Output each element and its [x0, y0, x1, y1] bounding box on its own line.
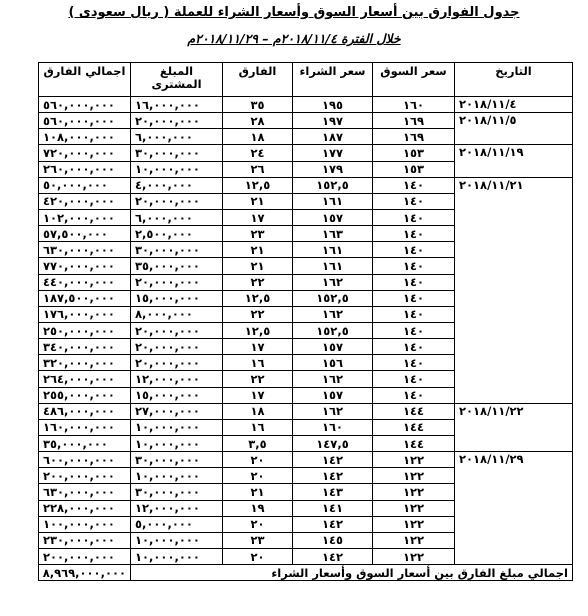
market-price-cell: ١٥٣: [373, 145, 455, 161]
difference-cell: ٢١: [223, 242, 293, 258]
purchase-price-cell: ١٧٧: [293, 145, 373, 161]
market-price-cell: ١٤٤: [373, 419, 455, 435]
difference-cell: ٢٢: [223, 274, 293, 290]
price-difference-table: [38, 62, 573, 581]
amount-purchased-cell: ١٠,٠٠٠,٠٠٠: [131, 532, 223, 548]
purchase-price-cell: ١٤٧,٥: [293, 435, 373, 451]
amount-purchased-cell: ٦,٠٠٠,٠٠٠: [131, 209, 223, 225]
total-difference-cell: ٢٥٥,٠٠٠,٠٠٠: [39, 387, 131, 403]
table-row: [39, 452, 573, 468]
difference-cell: ٣٥: [223, 97, 293, 113]
amount-purchased-cell: ٨,٠٠٠,٠٠٠: [131, 306, 223, 322]
amount-purchased-cell: ٢٠,٠٠٠,٠٠٠: [131, 113, 223, 129]
market-price-cell: ١٤٠: [373, 274, 455, 290]
difference-cell: ١٨: [223, 403, 293, 419]
market-price-cell: ١٤٠: [373, 193, 455, 209]
amount-purchased-cell: ٢,٥٠٠,٠٠٠: [131, 226, 223, 242]
amount-purchased-cell: ٥,٠٠٠,٠٠٠: [131, 516, 223, 532]
total-difference-cell: ٤٨٦,٠٠٠,٠٠٠: [39, 403, 131, 419]
amount-purchased-cell: ٢٠,٠٠٠,٠٠٠: [131, 339, 223, 355]
amount-purchased-cell: ١٠,٠٠٠,٠٠٠: [131, 161, 223, 177]
difference-cell: ٢٣: [223, 532, 293, 548]
purchase-price-cell: ١٤٥: [293, 532, 373, 548]
total-difference-cell: ١٦٠,٠٠٠,٠٠٠: [39, 419, 131, 435]
market-price-cell: ١٤٠: [373, 258, 455, 274]
amount-purchased-cell: ٢٧,٠٠٠,٠٠٠: [131, 403, 223, 419]
difference-cell: ٢٠: [223, 468, 293, 484]
total-difference-cell: ١٨٧,٥٠٠,٠٠٠: [39, 290, 131, 306]
total-difference-cell: ٢٢٨,٠٠٠,٠٠٠: [39, 500, 131, 516]
date-cell: ٢٠١٨/١١/١٩: [455, 145, 573, 177]
total-difference-cell: ٦٣٠,٠٠٠,٠٠٠: [39, 484, 131, 500]
difference-cell: ٢١: [223, 193, 293, 209]
market-price-cell: ١٤٠: [373, 371, 455, 387]
date-cell: ٢٠١٨/١١/٢٩: [455, 452, 573, 565]
header-amount-purchased: المبلغ المشترى: [131, 63, 223, 97]
total-difference-cell: ٥٦٠,٠٠٠,٠٠٠: [39, 97, 131, 113]
total-difference-cell: ١٠٢,٠٠٠,٠٠٠: [39, 209, 131, 225]
total-difference-cell: ١٧٦,٠٠٠,٠٠٠: [39, 306, 131, 322]
total-difference-cell: ٣٥,٠٠٠,٠٠٠: [39, 435, 131, 451]
purchase-price-cell: ١٥٦: [293, 355, 373, 371]
market-price-cell: ١٢٢: [373, 468, 455, 484]
difference-cell: ٢١: [223, 258, 293, 274]
total-difference-cell: ٢٦٤,٠٠٠,٠٠٠: [39, 371, 131, 387]
date-cell: ٢٠١٨/١١/٤: [455, 97, 573, 113]
amount-purchased-cell: ٢٠,٠٠٠,٠٠٠: [131, 355, 223, 371]
purchase-price-cell: ١٩٥: [293, 97, 373, 113]
purchase-price-cell: ١٦١: [293, 193, 373, 209]
amount-purchased-cell: ١٢,٠٠٠,٠٠٠: [131, 500, 223, 516]
amount-purchased-cell: ٤,٠٠٠,٠٠٠: [131, 177, 223, 193]
market-price-cell: ١٦٩: [373, 129, 455, 145]
difference-cell: ١٧: [223, 387, 293, 403]
purchase-price-cell: ١٦١: [293, 242, 373, 258]
total-difference-cell: ٤٢٠,٠٠٠,٠٠٠: [39, 193, 131, 209]
market-price-cell: ١٢٢: [373, 452, 455, 468]
total-difference-cell: ٣٢٠,٠٠٠,٠٠٠: [39, 355, 131, 371]
market-price-cell: ١٤٠: [373, 242, 455, 258]
table-row: [39, 145, 573, 161]
purchase-price-cell: ١٤٢: [293, 452, 373, 468]
amount-purchased-cell: ٦,٠٠٠,٠٠٠: [131, 129, 223, 145]
document-subtitle: خلال الفترة ٢٠١٨/١١/٤م – ٢٠١٨/١١/٢٩م: [187, 31, 401, 46]
header-market-price: سعر السوق: [373, 63, 455, 97]
total-difference-cell: ٥٠,٠٠٠,٠٠٠: [39, 177, 131, 193]
difference-cell: ١٦: [223, 355, 293, 371]
difference-cell: ٢٣: [223, 226, 293, 242]
market-price-cell: ١٤٠: [373, 290, 455, 306]
purchase-price-cell: ١٦٢: [293, 274, 373, 290]
amount-purchased-cell: ١٥,٠٠٠,٠٠٠: [131, 387, 223, 403]
total-difference-cell: ٧٧٠,٠٠٠,٠٠٠: [39, 258, 131, 274]
date-cell: ٢٠١٨/١١/٢١: [455, 177, 573, 403]
total-difference-cell: ٣٤٠,٠٠٠,٠٠٠: [39, 339, 131, 355]
purchase-price-cell: ١٦٢: [293, 403, 373, 419]
purchase-price-cell: ١٧٩: [293, 161, 373, 177]
amount-purchased-cell: ١٠,٠٠٠,٠٠٠: [131, 468, 223, 484]
amount-purchased-cell: ١٠,٠٠٠,٠٠٠: [131, 548, 223, 564]
amount-purchased-cell: ٢٠,٠٠٠,٠٠٠: [131, 322, 223, 338]
difference-cell: ٢٢: [223, 306, 293, 322]
market-price-cell: ١٤٤: [373, 435, 455, 451]
market-price-cell: ١٤٠: [373, 322, 455, 338]
amount-purchased-cell: ٣٠,٠٠٠,٠٠٠: [131, 145, 223, 161]
difference-cell: ١٩: [223, 500, 293, 516]
purchase-price-cell: ١٥٧: [293, 387, 373, 403]
amount-purchased-cell: ١٢,٠٠٠,٠٠٠: [131, 371, 223, 387]
market-price-cell: ١٢٢: [373, 500, 455, 516]
amount-purchased-cell: ٢٠,٠٠٠,٠٠٠: [131, 193, 223, 209]
difference-cell: ٢٨: [223, 113, 293, 129]
total-difference-cell: ٦٠٠,٠٠٠,٠٠٠: [39, 452, 131, 468]
purchase-price-cell: ١٥٢,٥: [293, 290, 373, 306]
total-difference-cell: ١٠٠,٠٠٠,٠٠٠: [39, 516, 131, 532]
purchase-price-cell: ١٦٢: [293, 371, 373, 387]
total-difference-cell: ٢٠٠,٠٠٠,٠٠٠: [39, 468, 131, 484]
market-price-cell: ١٤٠: [373, 306, 455, 322]
amount-purchased-cell: ١٥,٠٠٠,٠٠٠: [131, 290, 223, 306]
purchase-price-cell: ١٩٧: [293, 113, 373, 129]
purchase-price-cell: ١٤٢: [293, 548, 373, 564]
market-price-cell: ١٦٠: [373, 97, 455, 113]
purchase-price-cell: ١٦٢: [293, 306, 373, 322]
difference-cell: ٢١: [223, 484, 293, 500]
difference-cell: ٢٦: [223, 161, 293, 177]
difference-cell: ١٢,٥: [223, 177, 293, 193]
purchase-price-cell: ١٦٣: [293, 226, 373, 242]
total-difference-cell: ٥٧,٥٠٠,٠٠٠: [39, 226, 131, 242]
purchase-price-cell: ١٦٠: [293, 419, 373, 435]
market-price-cell: ١٤٠: [373, 355, 455, 371]
amount-purchased-cell: ٣٠,٠٠٠,٠٠٠: [131, 452, 223, 468]
header-date: التاريخ: [455, 63, 573, 97]
difference-cell: ٢٤: [223, 145, 293, 161]
total-difference-cell: ٢٥٠,٠٠٠,٠٠٠: [39, 322, 131, 338]
table-header-row: [39, 63, 573, 97]
purchase-price-cell: ١٤٢: [293, 516, 373, 532]
market-price-cell: ١٢٢: [373, 548, 455, 564]
amount-purchased-cell: ٢٠,٠٠٠,٠٠٠: [131, 274, 223, 290]
table-row: [39, 97, 573, 113]
purchase-price-cell: ١٤٣: [293, 484, 373, 500]
market-price-cell: ١٥٣: [373, 161, 455, 177]
amount-purchased-cell: ١٠,٠٠٠,٠٠٠: [131, 419, 223, 435]
grand-total-value: ٨,٩٦٩,٠٠٠,٠٠٠: [39, 565, 131, 581]
total-difference-cell: ٢٠٠,٠٠٠,٠٠٠: [39, 548, 131, 564]
market-price-cell: ١٤٠: [373, 339, 455, 355]
table-body: [39, 97, 573, 565]
amount-purchased-cell: ١٦,٠٠٠,٠٠٠: [131, 97, 223, 113]
purchase-price-cell: ١٤٢: [293, 468, 373, 484]
amount-purchased-cell: ٣٥,٠٠٠,٠٠٠: [131, 258, 223, 274]
difference-cell: ١٢,٥: [223, 290, 293, 306]
amount-purchased-cell: ٣٠,٠٠٠,٠٠٠: [131, 484, 223, 500]
market-price-cell: ١٢٢: [373, 516, 455, 532]
market-price-cell: ١٤٠: [373, 177, 455, 193]
market-price-cell: ١٤٠: [373, 387, 455, 403]
market-price-cell: ١٦٩: [373, 113, 455, 129]
market-price-cell: ١٤٠: [373, 226, 455, 242]
document-title: جدول الفوارق بين أسعار السوق وأسعار الشراء للعملة ( ريال سعودى ): [68, 5, 520, 20]
difference-cell: ١٨: [223, 129, 293, 145]
difference-cell: ٢٠: [223, 516, 293, 532]
amount-purchased-cell: ٣٠,٠٠٠,٠٠٠: [131, 242, 223, 258]
amount-purchased-cell: ١٠,٠٠٠,٠٠٠: [131, 435, 223, 451]
table-row: [39, 403, 573, 419]
header-difference: الفارق: [223, 63, 293, 97]
market-price-cell: ١٢٢: [373, 532, 455, 548]
header-purchase-price: سعر الشراء: [293, 63, 373, 97]
total-difference-cell: ٦٣٠,٠٠٠,٠٠٠: [39, 242, 131, 258]
total-difference-cell: ١٠٨,٠٠٠,٠٠٠: [39, 129, 131, 145]
difference-cell: ١٦: [223, 419, 293, 435]
difference-cell: ١٧: [223, 339, 293, 355]
purchase-price-cell: ١٥٢,٥: [293, 177, 373, 193]
total-difference-cell: ٢٣٠,٠٠٠,٠٠٠: [39, 532, 131, 548]
difference-cell: ٢٠: [223, 452, 293, 468]
total-difference-cell: ٢٦٠,٠٠٠,٠٠٠: [39, 161, 131, 177]
total-difference-cell: ٥٦٠,٠٠٠,٠٠٠: [39, 113, 131, 129]
market-price-cell: ١٢٢: [373, 484, 455, 500]
date-cell: ٢٠١٨/١١/٢٢: [455, 403, 573, 451]
date-cell: ٢٠١٨/١١/٥: [455, 113, 573, 145]
market-price-cell: ١٤٤: [373, 403, 455, 419]
purchase-price-cell: ١٥٧: [293, 339, 373, 355]
market-price-cell: ١٤٠: [373, 209, 455, 225]
total-difference-cell: ٤٤٠,٠٠٠,٠٠٠: [39, 274, 131, 290]
total-difference-cell: ٧٢٠,٠٠٠,٠٠٠: [39, 145, 131, 161]
difference-cell: ٢٠: [223, 548, 293, 564]
difference-cell: ٢٢: [223, 371, 293, 387]
header-total-difference: اجمالي الفارق: [39, 63, 131, 97]
purchase-price-cell: ١٦١: [293, 258, 373, 274]
table-row: [39, 113, 573, 129]
difference-cell: ٣,٥: [223, 435, 293, 451]
grand-total-label: اجمالي مبلغ الفارق بين أسعار السوق وأسعار الشراء: [131, 565, 573, 581]
purchase-price-cell: ١٥٧: [293, 209, 373, 225]
purchase-price-cell: ١٨٧: [293, 129, 373, 145]
grand-total-row: [39, 565, 573, 581]
purchase-price-cell: ١٤١: [293, 500, 373, 516]
difference-cell: ١٧: [223, 209, 293, 225]
purchase-price-cell: ١٥٢,٥: [293, 322, 373, 338]
table-row: [39, 177, 573, 193]
difference-cell: ١٢,٥: [223, 322, 293, 338]
